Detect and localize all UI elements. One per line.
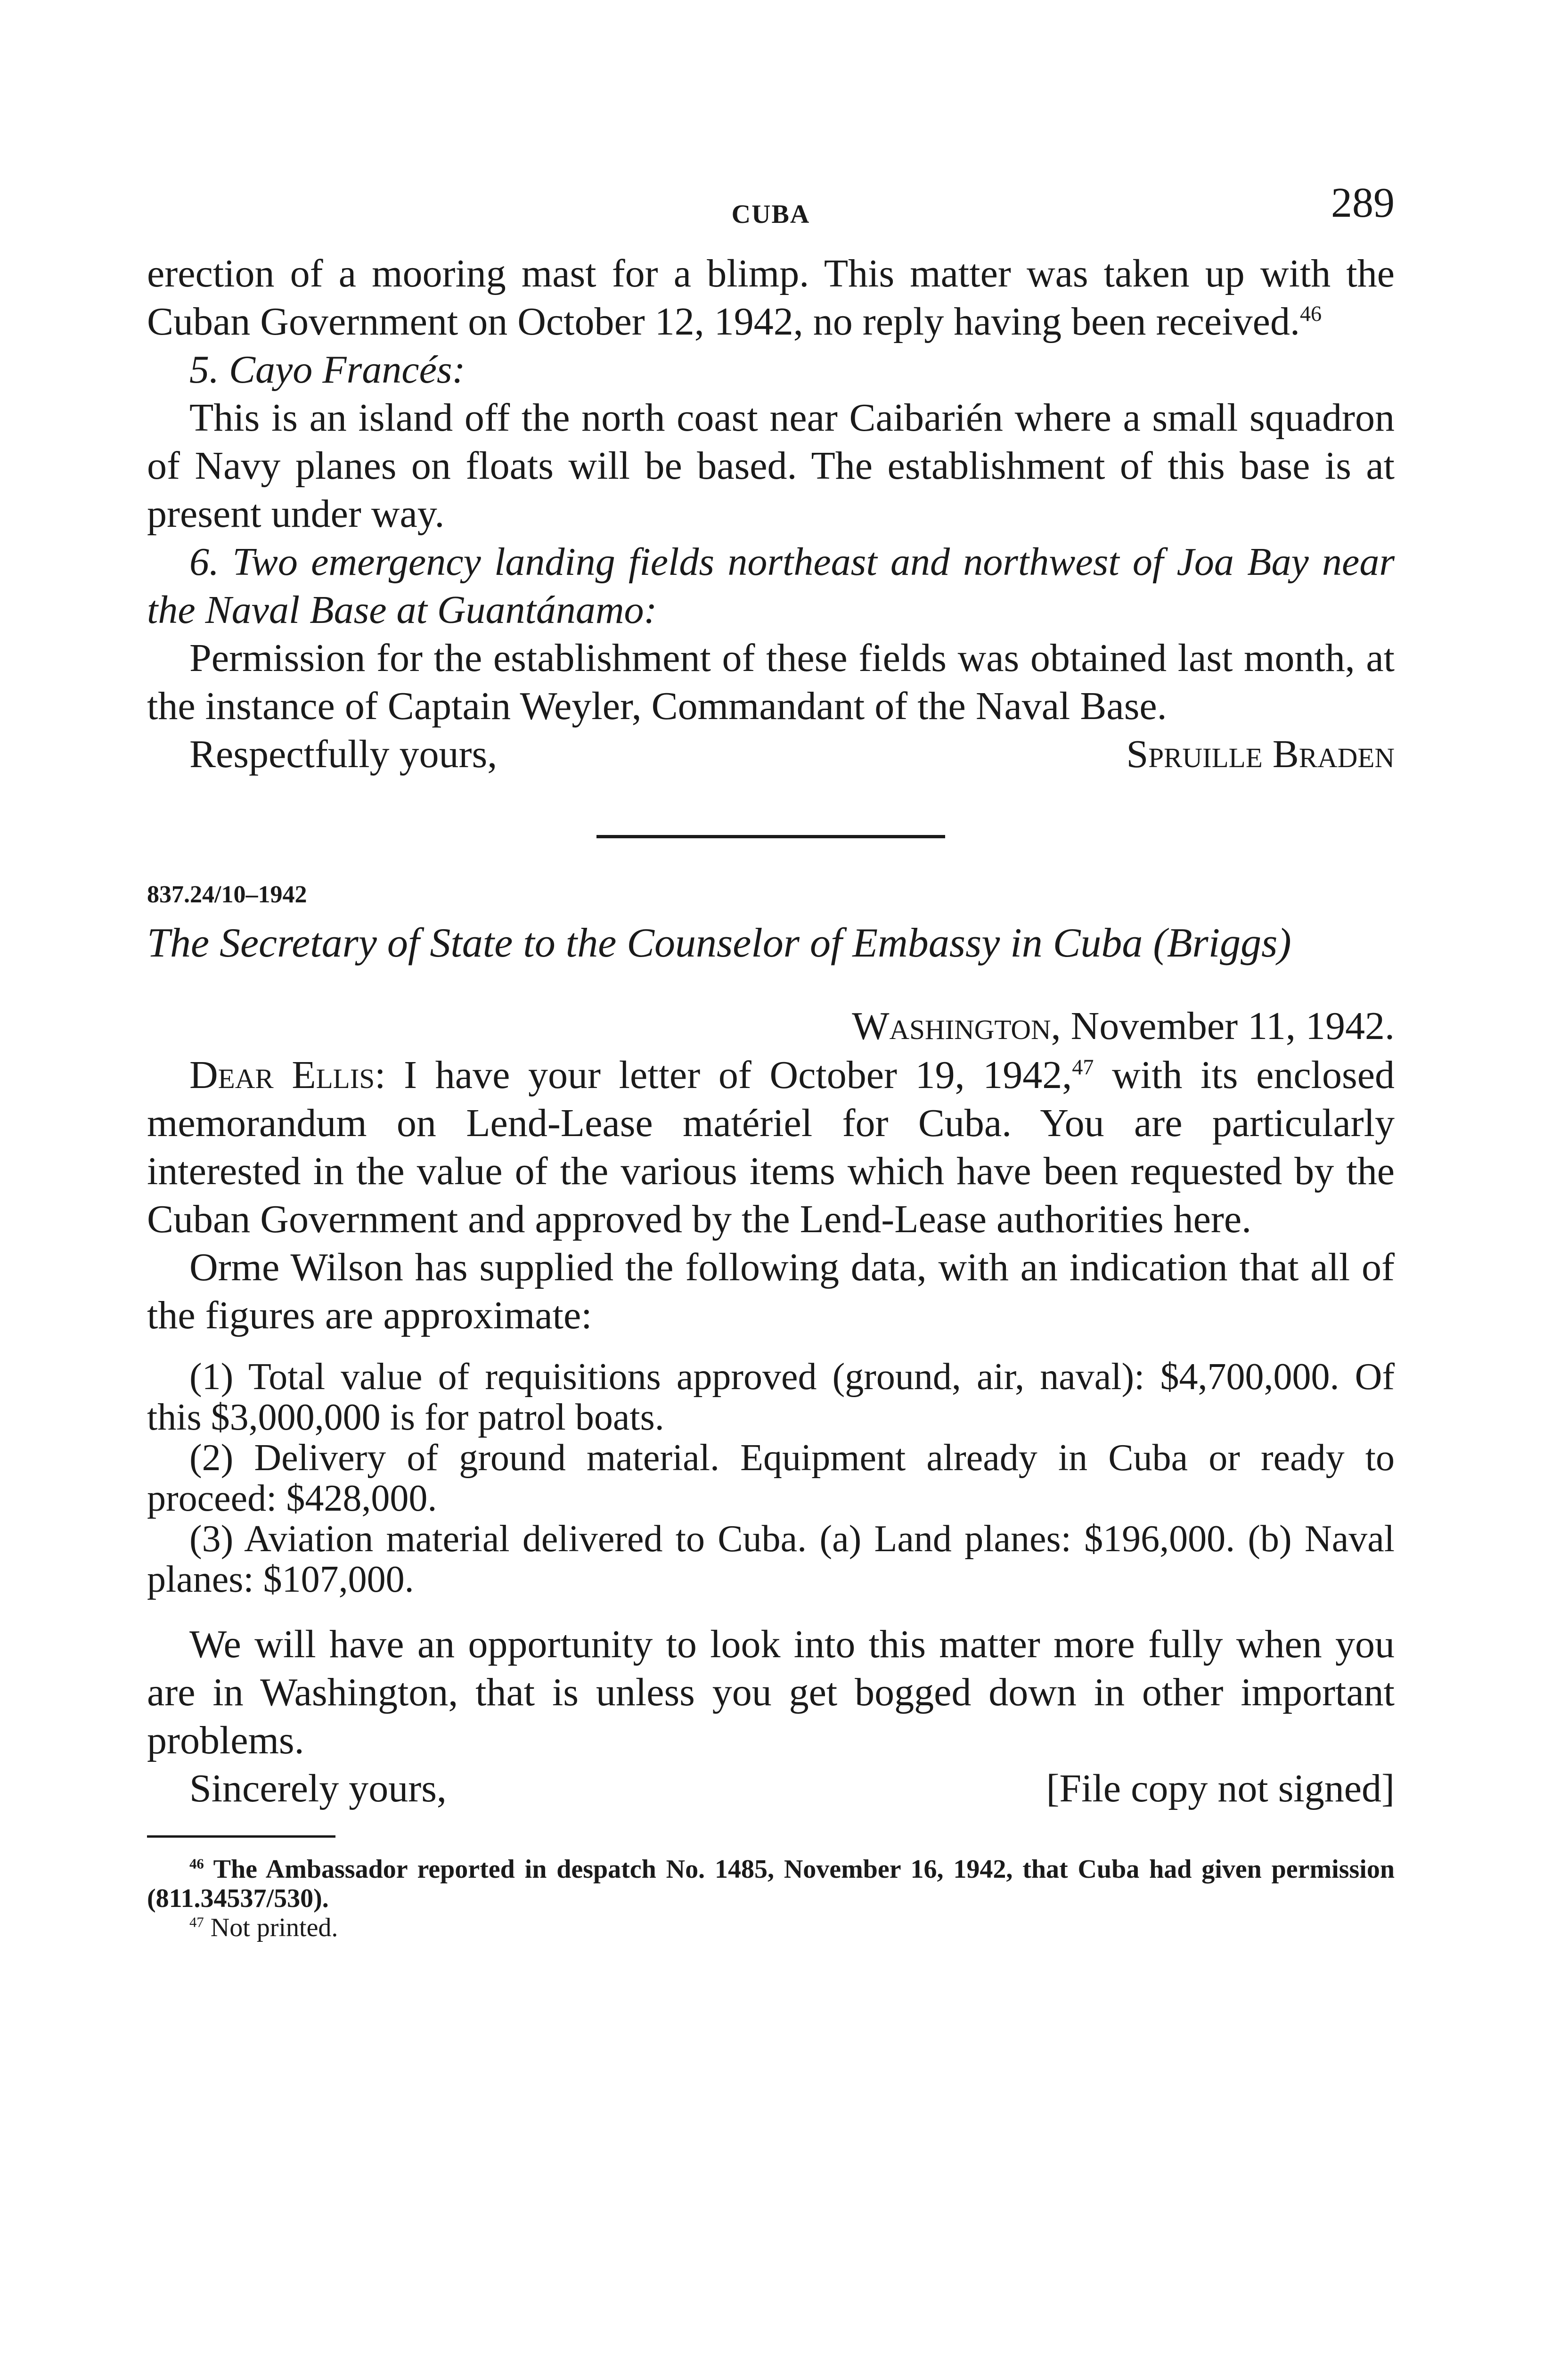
list-item: (2) Delivery of ground material. Equipment already in Cuba or ready to proceed: $428,000. xyxy=(147,1437,1395,1519)
paragraph-1-text-b: with its enclosed memorandum on Lend-Lease matériel for Cuba. You are particularly interested in the value of the various items which have been requested by the Cuban Government and approved by the Lend-Lease authorities here. xyxy=(147,1053,1395,1241)
footnote-ref-46: 46 xyxy=(1299,302,1322,326)
footnote-rule xyxy=(147,1835,335,1838)
item-5-number: 5. xyxy=(189,348,219,392)
list-item: (3) Aviation material delivered to Cuba. (a) Land planes: $196,000. (b) Naval planes: $107,000. xyxy=(147,1518,1395,1600)
item-6-heading xyxy=(147,538,1395,634)
signature-note: [File copy not signed] xyxy=(1046,1767,1395,1810)
dateline xyxy=(147,1002,1395,1050)
letter2-closing: Sincerely yours, xyxy=(189,1767,447,1810)
dateline-place: Washington xyxy=(852,1004,1051,1048)
data-list xyxy=(147,1357,1395,1600)
letter2-paragraph-1 xyxy=(147,1051,1395,1243)
salutation: Dear Ellis xyxy=(189,1053,375,1097)
item-6-number: 6. xyxy=(189,540,219,584)
footnote-47-marker: 47 xyxy=(189,1914,204,1931)
section-divider xyxy=(596,835,945,838)
document-title: The Secretary of State to the Counselor of Embassy in Cuba (Briggs) xyxy=(147,920,1291,966)
item-6-title: Two emergency landing fields northeast and northwest of Joa Bay near the Naval Base at Guantánamo: xyxy=(147,540,1395,632)
footnote-46-text: The Ambassador reported in despatch No. 1485, November 16, 1942, that Cuba had given permission (811.34537/530). xyxy=(147,1855,1395,1913)
letter1-signature-line xyxy=(147,730,1395,778)
item-5-title: Cayo Francés: xyxy=(229,348,466,392)
list-item: (1) Total value of requisitions approved (ground, air, naval): $4,700,000. Of this $3,000,000 is for patrol boats. xyxy=(147,1356,1395,1438)
footnote-46-marker: 46 xyxy=(189,1856,204,1872)
letter2-paragraph-3: We will have an opportunity to look into this matter more fully when you are in Washington, that is unless you get bogged down in other important problems. xyxy=(147,1622,1395,1762)
document-page xyxy=(147,179,1395,1942)
letter1-signature: Spruille Braden xyxy=(1126,732,1395,776)
footnote-46 xyxy=(147,1855,1395,1913)
continued-paragraph-text: erection of a mooring mast for a blimp. This matter was taken up with the Cuban Government on October 12, 1942, no reply having been received. xyxy=(147,252,1395,344)
dateline-date: , November 11, 1942. xyxy=(1051,1004,1395,1048)
page-number: 289 xyxy=(1331,180,1395,226)
footnotes xyxy=(147,1855,1395,1942)
letter1-closing: Respectfully yours, xyxy=(189,732,498,776)
continued-paragraph xyxy=(147,250,1395,346)
item-5-body: This is an island off the north coast near Caibarién where a small squadron of Navy planes on floats will be based. The establishment of this base is at present under way. xyxy=(147,396,1395,536)
running-title: CUBA xyxy=(731,200,810,229)
running-head xyxy=(147,179,1395,231)
letter2-signature-line xyxy=(147,1765,1395,1813)
footnote-47 xyxy=(147,1913,1395,1942)
footnote-ref-47: 47 xyxy=(1072,1055,1094,1079)
file-number: 837.24/10–1942 xyxy=(147,881,307,908)
item-5-heading xyxy=(147,346,1395,394)
footnote-47-text: Not printed. xyxy=(210,1913,338,1942)
item-6-body: Permission for the establishment of these fields was obtained last month, at the instance of Captain Weyler, Commandant of the Naval Base. xyxy=(147,636,1395,728)
letter2-paragraph-2: Orme Wilson has supplied the following data, with an indication that all of the figures are approximate: xyxy=(147,1245,1395,1337)
paragraph-1-text-a: : I have your letter of October 19, 1942, xyxy=(375,1053,1072,1097)
